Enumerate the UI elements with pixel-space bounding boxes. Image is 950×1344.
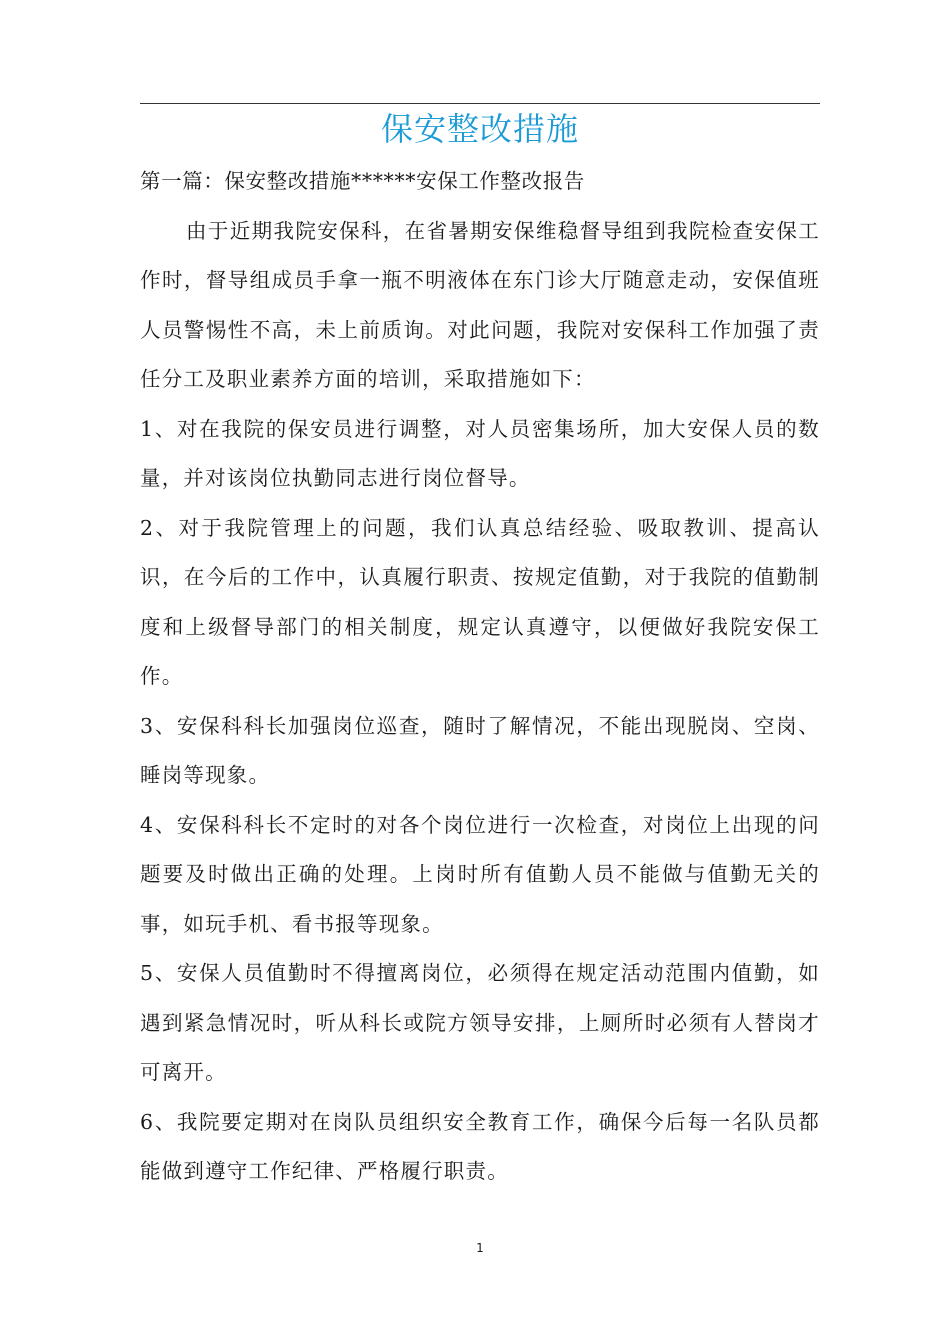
paragraph-item-3: 3、安保科科长加强岗位巡查，随时了解情况，不能出现脱岗、空岗、睡岗等现象。 xyxy=(140,713,820,787)
page-number: 1 xyxy=(476,1241,484,1255)
paragraph-intro: 由于近期我院安保科，在省暑期安保维稳督导组到我院检查安保工作时，督导组成员手拿一瓶不明液体在东门诊大厅随意走动，安保值班人员警惕性不高，未上前质询。对此问题，我院对安保科工作加强了责任分工及职业素养方面的培训，采取措施如下： xyxy=(140,218,820,391)
paragraph-item-4: 4、安保科科长不定时的对各个岗位进行一次检查，对岗位上出现的问题要及时做出正确的处理。上岗时所有值勤人员不能做与值勤无关的事，如玩手机、看书报等现象。 xyxy=(140,812,820,936)
paragraph-item-2: 2、对于我院管理上的问题，我们认真总结经验、吸取教训、提高认识，在今后的工作中，认真履行职责、按规定值勤，对于我院的值勤制度和上级督导部门的相关制度，规定认真遵守，以便做好我院安保工作。 xyxy=(140,515,820,688)
document-title: 保安整改措施 xyxy=(380,110,579,148)
paragraph-item-6: 6、我院要定期对在岗队员组织安全教育工作，确保今后每一名队员都能做到遵守工作纪律、严格履行职责。 xyxy=(140,1109,820,1183)
section-heading: 第一篇：保安整改措施******安保工作整改报告 xyxy=(140,169,585,193)
document-body xyxy=(140,157,820,1197)
paragraph-item-5: 5、安保人员值勤时不得擅离岗位，必须得在规定活动范围内值勤，如遇到紧急情况时，听从科长或院方领导安排，上厕所时必须有人替岗才可离开。 xyxy=(140,961,820,1084)
paragraph-item-1: 1、对在我院的保安员进行调整，对人员密集场所，加大安保人员的数量，并对该岗位执勤同志进行岗位督导。 xyxy=(140,416,820,490)
